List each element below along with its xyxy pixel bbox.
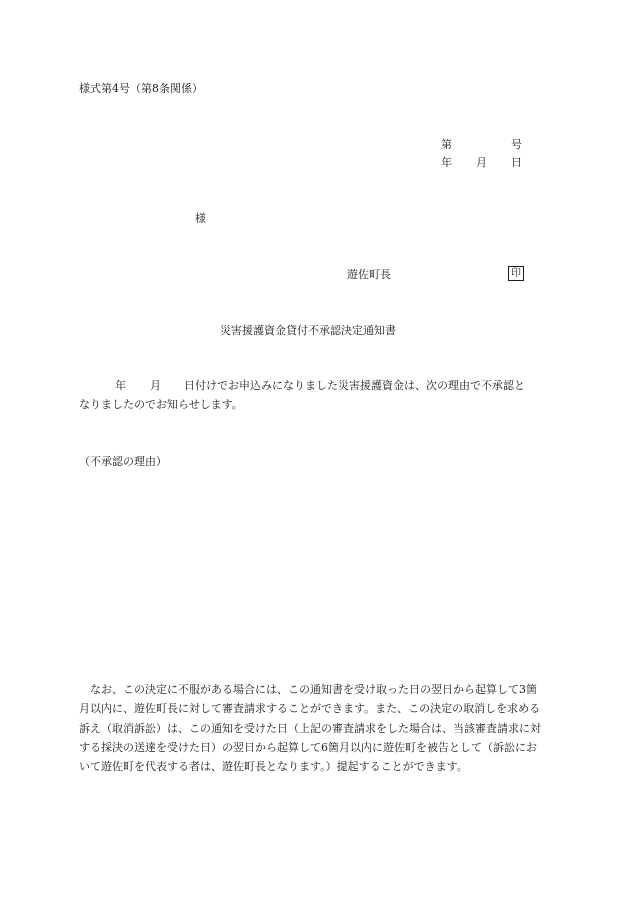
date-day: 日: [511, 156, 522, 169]
document-number-suffix: 号: [511, 138, 522, 151]
reason-heading: （不承認の理由）: [79, 455, 167, 468]
body-line2: なりましたのでお知らせします。: [79, 398, 243, 411]
document-title: 災害援護資金貸付不承認決定通知書: [220, 324, 396, 337]
notice-paragraph: なお、この決定に不服がある場合には、この通知書を受け取った日の翌日から起算して3箇月以内に、遊佐町長に対して審査請求することができます。また、この決定の取消しを求める訴え（取消訴訟）は、この通知を受けた日（上記の審査請求をした場合は、当該審査請求に対する採決の送達を受けた日）の翌日から起算して6箇月以内に遊佐町を被告として（訴訟において遊佐町を代表する者は、遊佐町長となります。）提起することができます。: [79, 683, 541, 773]
seal-label: 印: [508, 266, 524, 281]
document-number-prefix: 第: [441, 138, 452, 151]
body-year: 年: [115, 379, 126, 392]
date-month: 月: [476, 156, 487, 169]
body-month: 月: [150, 379, 161, 392]
date-year: 年: [441, 156, 452, 169]
addressee-suffix: 様: [195, 212, 206, 225]
sender-title: 遊佐町長: [347, 268, 391, 281]
seal-mark: [508, 266, 524, 281]
body-line1-rest: 日付けでお申込みになりました災害援護資金は、次の理由で不承認と: [184, 379, 525, 392]
form-label: 様式第4号（第8条関係）: [79, 82, 203, 95]
